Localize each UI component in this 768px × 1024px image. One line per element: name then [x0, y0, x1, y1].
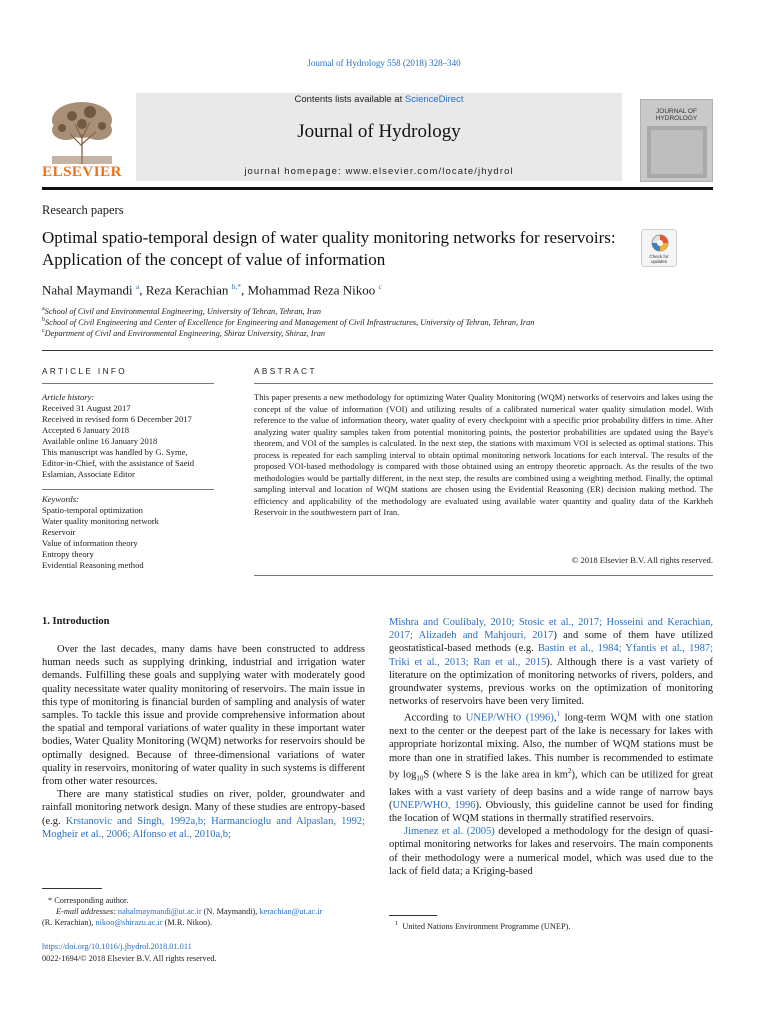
- corresponding-footnote: [42, 895, 365, 928]
- cover-title: JOURNAL OF HYDROLOGY: [655, 108, 698, 122]
- affil-text: School of Civil and Environmental Engineering, University of Tehran, Tehran, Iran: [44, 306, 321, 316]
- email-label: E-mail addresses:: [56, 907, 116, 916]
- paragraph-text: According to: [404, 712, 466, 724]
- paragraph-text: ). Obviously, this guideline cannot be used for finding the location of WQM stations in thermally stratified reservoirs.: [389, 799, 714, 824]
- citation-link[interactable]: Mishra and Coulibaly, 2010; Stosic et al., 2017; Hosseini and Kerachian, 2017; Alizadeh and Mahjouri, 2017: [389, 617, 713, 642]
- author-separator: ,: [240, 282, 248, 298]
- affiliation-c: [42, 328, 325, 338]
- section-heading-introduction: 1. Introduction: [42, 616, 110, 627]
- contents-prefix: Contents lists available at: [294, 94, 403, 105]
- history-label: Article history:: [42, 392, 95, 402]
- affil-text: School of Civil Engineering and Center of Excellence for Engineering and Management of Civil Infrastructures, University of Tehran, Tehran, Iran: [45, 317, 535, 327]
- journal-title: Journal of Hydrology: [297, 121, 461, 142]
- article-info-rule: [42, 383, 214, 384]
- history-line: Accepted 6 January 2018: [42, 425, 130, 435]
- history-line: Available online 16 January 2018: [42, 436, 158, 446]
- keyword: Reservoir: [42, 527, 76, 537]
- body-right-column: [389, 616, 713, 878]
- keywords-rule: [42, 489, 214, 490]
- affil-text: Department of Civil and Environmental Engineering, Shiraz University, Shiraz, Iran: [44, 328, 326, 338]
- email-owner: (N. Maymandi),: [201, 907, 260, 916]
- paragraph-text: ). Although there is a vast variety of literature on the optimization of monitoring networks of rivers, polders, and groundwater systems, previous works on the optimization of monitoring networks of reservoirs have been very limited.: [389, 656, 713, 708]
- history-line: This manuscript was handled by G. Syme,: [42, 447, 188, 457]
- sciencedirect-link[interactable]: ScienceDirect: [404, 94, 464, 105]
- paragraph-text: S (where S is the lake area in km: [423, 769, 568, 781]
- email-link[interactable]: nikoo@shirazu.ac.ir: [95, 918, 163, 927]
- crossmark-label: Check for updates: [649, 254, 669, 264]
- footnote-rule-right: [389, 915, 437, 916]
- abstract-heading: ABSTRACT: [254, 367, 317, 376]
- history-line: Received in revised form 6 December 2017: [42, 414, 192, 424]
- citation-link[interactable]: UNEP/WHO, 1996: [392, 799, 476, 811]
- header-divider: [42, 350, 713, 351]
- affil-mark: a: [42, 306, 45, 312]
- paragraph-text: ), which can be utilized for great lakes with a vast variety of deep basins and a wide range of narrow bays (: [389, 769, 713, 811]
- history-line: Received 31 August 2017: [42, 403, 131, 413]
- author-name[interactable]: Reza Kerachian: [145, 282, 229, 298]
- journal-homepage[interactable]: journal homepage: www.elsevier.com/locate/jhydrol: [244, 166, 514, 177]
- affiliation-b: [42, 317, 534, 327]
- citation-link[interactable]: Jimenez et al. (2005): [404, 826, 495, 838]
- journal-cover-thumbnail: [640, 99, 713, 182]
- keywords-label: Keywords:: [42, 494, 79, 504]
- author-affil-mark[interactable]: b,*: [231, 282, 241, 291]
- paragraph: According to UNEP/WHO (1996),$^1$ long-term WQM with one station next to the center or the deepest part of the lake is necessary for lakes with appropriate horizontal mixing. Also, the number of WQM stations must be more than one in stratified lakes. This number is recommended to estimate by $\log_{10}S$ (where S is the lake area in $km^2$), which can be utilized for great lakes with a vast variety of deep basins and a wide range of narrow bays (UNEP/WHO, 1996). Obviously, this guideline cannot be used for finding the location of WQM stations in thermally stratified reservoirs.: [389, 710, 714, 824]
- email-owner: (M.R. Nikoo).: [162, 918, 213, 927]
- author-separator: ,: [139, 282, 146, 298]
- footnote-number: 1: [395, 920, 399, 927]
- citation-link[interactable]: UNEP/WHO (1996): [465, 712, 554, 724]
- paragraph: [42, 788, 365, 841]
- citation-link[interactable]: Bastin et al., 1984; Yfantis et al., 1987; Triki et al., 2013; Ran et al., 2015: [389, 643, 713, 668]
- cover-image: [647, 126, 707, 178]
- article-info-heading: ARTICLE INFO: [42, 367, 128, 376]
- article-history: [42, 392, 214, 480]
- email-link[interactable]: kerachian@ut.ac.ir: [259, 907, 323, 916]
- footnote-rule-left: [42, 888, 102, 889]
- paragraph-text: ) and some of them have utilized geostatistical-based methods (e.g.: [389, 630, 713, 655]
- author-affil-mark[interactable]: c: [378, 282, 382, 291]
- history-line: Editor-in-Chief, with the assistance of Saeid: [42, 458, 195, 468]
- keyword: Entropy theory: [42, 549, 94, 559]
- abstract-copyright: © 2018 Elsevier B.V. All rights reserved.: [571, 555, 713, 565]
- keywords-list: [42, 494, 214, 571]
- abstract-rule-bottom: [254, 575, 713, 576]
- author-name[interactable]: Mohammad Reza Nikoo: [247, 282, 376, 298]
- paragraph-text: long-term WQM with one station next to the center or the deepest part of the lake is necessary for lakes with appropriate horizontal mixing. Also, the number of WQM stations must be more than one in stratified lakes. This number is recommended to estimate by log: [389, 712, 713, 781]
- doi-link[interactable]: https://doi.org/10.1016/j.jhydrol.2018.01.011: [42, 942, 192, 951]
- paragraph: [389, 825, 713, 878]
- history-line: Eslamian, Associate Editor: [42, 469, 135, 479]
- corresponding-author: * Corresponding author.: [48, 896, 129, 905]
- masthead-rule: [42, 187, 713, 190]
- keyword: Spatio-temporal optimization: [42, 505, 143, 515]
- email-line: [42, 906, 365, 917]
- body-left-column: [42, 643, 365, 841]
- affiliation-a: [42, 306, 321, 316]
- email-link[interactable]: nahalmaymandi@ut.ac.ir: [117, 907, 202, 916]
- footnote-1: [395, 918, 713, 932]
- article-title: Optimal spatio-temporal design of water quality monitoring networks for reservoirs: Application of the concept of value of information: [42, 228, 616, 269]
- check-for-updates-button[interactable]: [641, 229, 677, 267]
- affil-mark: c: [42, 328, 45, 334]
- abstract-rule-top: [254, 383, 713, 384]
- author-name[interactable]: Nahal Maymandi: [42, 282, 133, 298]
- journal-citation[interactable]: Journal of Hydrology 558 (2018) 328–340: [307, 58, 461, 68]
- paragraph-text: developed a methodology for the design of quasi-optimal monitoring networks for lakes and reservoirs. The main components of their methodology were a numerical model, which was used due to the lack of field data; a Kriging-based: [389, 826, 713, 877]
- superscript: 2: [567, 766, 572, 775]
- keyword: Water quality monitoring network: [42, 516, 159, 526]
- author-list: [42, 282, 382, 298]
- footnote-text: United Nations Environment Programme (UNEP).: [402, 921, 571, 931]
- elsevier-wordmark: ELSEVIER: [42, 164, 122, 180]
- section-type: Research papers: [42, 203, 124, 217]
- crossmark-icon: [651, 234, 669, 252]
- paragraph: Over the last decades, many dams have been constructed to address human needs such as supplying drinking, industrial and irrigation water demands. Fulfilling these goals and supplying water with moderately good quality necessitate water quality monitoring of reservoirs. The main issue in this type of monitoring is financial burden of sampling and analysis of water samples. To tackle this issue and provide comprehensive information about the spatial and temporal variations of water quality in these important water bodies, Water Quality Monitoring (WQM) networks for reservoirs should be optimally designed. Because of three-dimensional variations of water quality in reservoirs, monitoring of water quality in such systems is different from other water resources.: [42, 644, 365, 788]
- issn-line: 0022-1694/© 2018 Elsevier B.V. All rights reserved.: [42, 953, 217, 963]
- paragraph: [389, 616, 713, 708]
- keyword: Evidential Reasoning method: [42, 560, 144, 570]
- citation-link[interactable]: Krstanovic and Singh, 1992a,b; Harmancioglu and Alpaslan, 1992; Mogheir et al., 2006; Alfonso et al., 2010a,b;: [42, 815, 365, 840]
- subscript: 10: [416, 774, 424, 783]
- contents-line: [136, 94, 622, 105]
- footnote-marker[interactable]: 1: [556, 710, 560, 719]
- email-line: [42, 917, 365, 928]
- abstract-text: This paper presents a new methodology for optimizing Water Quality Monitoring (WQM) networks of reservoirs and lakes using the concept of the value of information (VOI) and utilizing results of a calibrated numerical water quality simulation model. With reference to the value of information theory, water quality of every checkpoint with a specific prior probability differs in time. After analyzing water quality samples taken from potential monitoring points, the posterior probabilities are updated using the Baye's theorem, and VOI of the samples is calculated. In the next step, the stations with maximum VOI is selected as optimal stations. This process is repeated for each sampling interval to obtain optimal monitoring network locations for each interval. The results of the proposed VOI-based methodology is compared with those obtained using an entropy theoretic approach. As the results of the two methodologies would be partially different, in the next step, the results are combined using a weighting method. Finally, the optimal sampling interval and location of WQM stations are chosen using the Evidential Reasoning (ER) decision making method. The efficiency and applicability of the methodology are evaluated using available water quantity and quality data of the Karkheh Reservoir in the southwestern part of Iran.: [254, 392, 713, 517]
- author-affil-mark[interactable]: a: [135, 282, 140, 291]
- email-owner: (R. Kerachian),: [42, 918, 96, 927]
- paragraph-text: There are many statistical studies on river, polder, groundwater and rainfall monitoring network design. Many of these studies are entropy-based (e.g.: [42, 789, 365, 827]
- keyword: Value of information theory: [42, 538, 138, 548]
- affil-mark: b: [42, 317, 45, 323]
- doi-block: [42, 941, 217, 964]
